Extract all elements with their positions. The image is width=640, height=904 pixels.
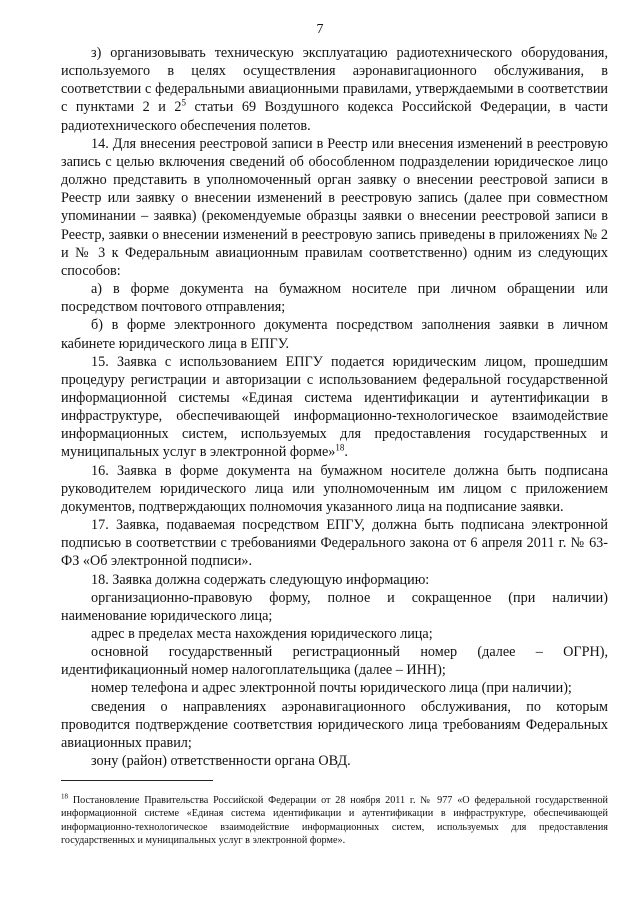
list-item-ogrn-inn: основной государственный регистрационный номер (далее – ОГРН), идентификационный номер налогоплательщика (далее – ИНН); — [61, 644, 608, 679]
paragraph-text: 15. Заявка с использованием ЕПГУ подается юридическим лицом, прошедшим процедуру регистрации и авторизации с использованием федеральной государственной информационной системы «Единая система идентификации и аутентификации в инфраструктуре, обеспечивающей информационно-технологическое взаимодействие информационных систем, используемых для предоставления государственных и муниципальных услуг в электронной форме» — [61, 353, 608, 461]
paragraph-14a: а) в форме документа на бумажном носителе при личном обращении или посредством почтового отправления; — [61, 281, 608, 316]
paragraph-14b: б) в форме электронного документа посредством заполнения заявки в личном кабинете юридического лица в ЕПГУ. — [61, 317, 608, 352]
paragraph-text-tail: статьи 69 Воздушного кодекса Российской Федерации, в части радиотехнического обеспечения полетов. — [61, 99, 608, 134]
footnote-marker: 18 — [61, 792, 68, 801]
list-item-address: адрес в пределах места нахождения юридического лица; — [91, 626, 433, 642]
list-item-phone-email: номер телефона и адрес электронной почты юридического лица (при наличии); — [91, 680, 572, 697]
paragraph-18: 18. Заявка должна содержать следующую информацию: — [91, 571, 430, 588]
paragraph-14: 14. Для внесения реестровой записи в Реестр или внесения изменений в реестровую запись с целью включения сведений об обособленном подразделении юридическое лицо должно представить в уполномоченный орган заявку о внесении реестровой записи в Реестр или заявку о внесении изменений в реестровую запись (далее при совместном упоминании – заявка) (рекомендуемые образцы заявки о внесении реестровой записи в Реестр, заявки о внесении изменений в реестровую запись приведены в приложениях № 2 и № 3 к Федеральным авиационным правилам соответственно) одним из следующих способов: — [61, 135, 608, 279]
superscript-marker: 5 — [181, 97, 186, 108]
paragraph-16: 16. Заявка в форме документа на бумажном носителе должна быть подписана руководителем юридического лица или уполномоченным им лицом с приложением документов, подтверждающих полномочия указанного лица на подписание заявки. — [61, 462, 608, 515]
paragraph-3z — [61, 44, 608, 135]
footnote-divider — [61, 780, 213, 781]
list-item-atc-zone: зону (район) ответственности органа ОВД. — [91, 753, 351, 770]
paragraph-text: з) организовывать техническую эксплуатацию радиотехнического оборудования, используемого в целях осуществления аэронавигационного обслуживания, в соответствии с федеральными авиационными правилами, утверждаемыми в соответствии с пунктами 2 и 2 — [61, 45, 608, 116]
paragraph-text-tail: . — [344, 444, 348, 461]
paragraph-17: 17. Заявка, подаваемая посредством ЕПГУ, должна быть подписана электронной подписью в соответствии с требованиями Федерального закона от 6 апреля 2011 г. № 63-ФЗ «Об электронной подписи». — [61, 517, 608, 570]
list-item-legal-form: организационно-правовую форму, полное и сокращенное (при наличии) наименование юридического лица; — [61, 589, 608, 624]
paragraph-15 — [61, 353, 608, 462]
footnote-reference: 18 — [335, 442, 345, 453]
page-number: 7 — [316, 22, 324, 37]
list-item-service-directions: сведения о направлениях аэронавигационного обслуживания, по которым проводится подтверждение соответствия юридического лица требованиям Федеральных авиационных правил; — [61, 698, 608, 751]
document-body — [61, 44, 608, 770]
footnote — [61, 794, 608, 848]
footnote-text: Постановление Правительства Российской Федерации от 28 ноября 2011 г. № 977 «О федеральной государственной информационной системе «Единая система идентификации и аутентификации в инфраструктуре, обеспечивающей информационно-технологическое взаимодействие информационных систем, используемых для предоставления государственных и муниципальных услуг в электронной форме». — [61, 795, 608, 847]
